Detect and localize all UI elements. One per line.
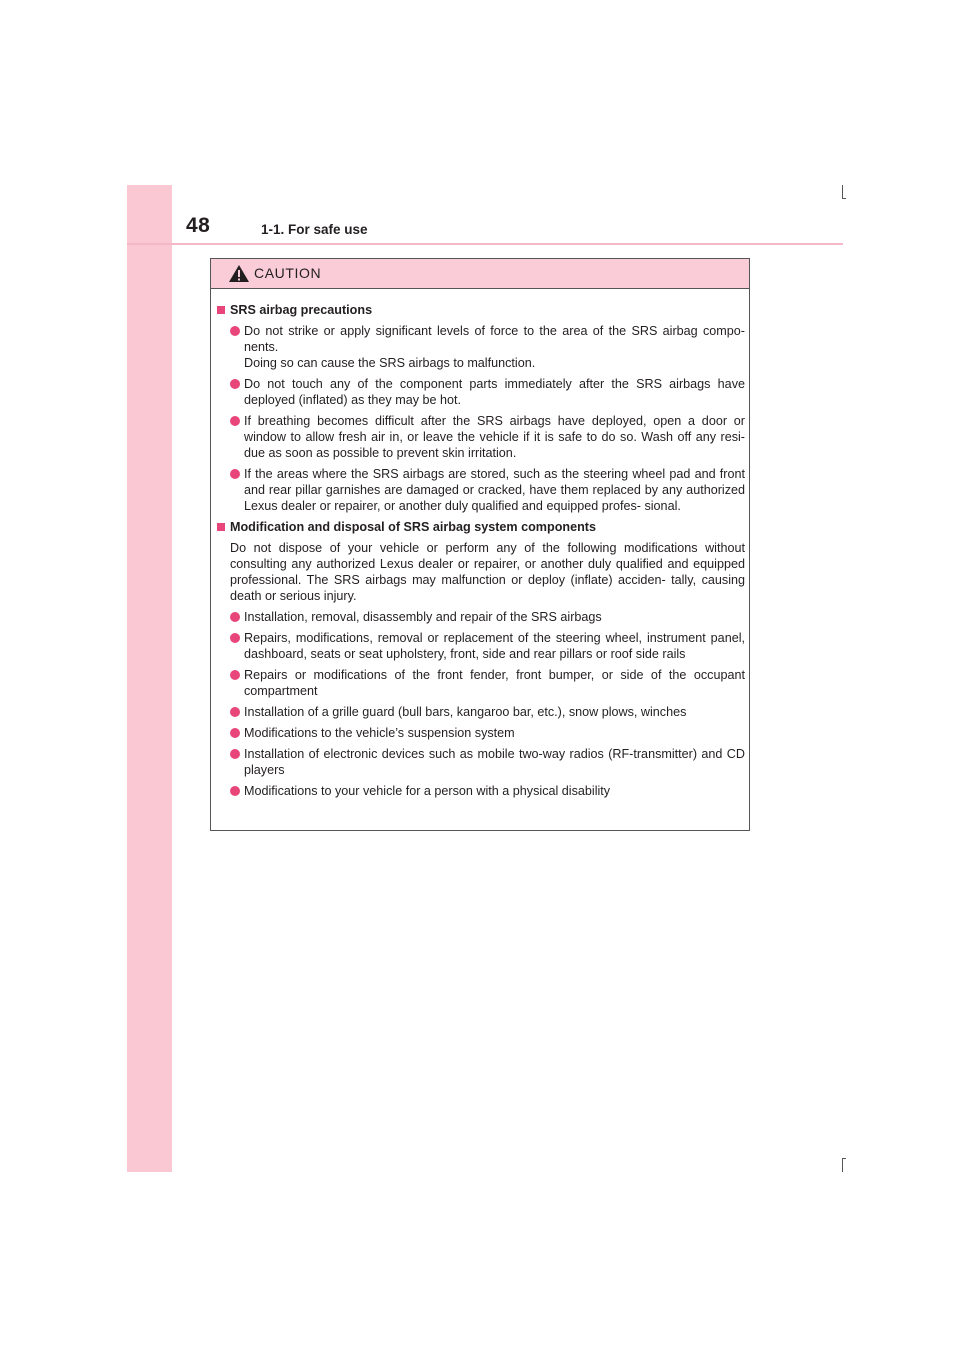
caution-header [211, 259, 749, 289]
crop-mark-top [842, 185, 843, 199]
bullet-note: Doing so can cause the SRS airbags to malfunction. [244, 356, 536, 370]
warning-triangle-icon [228, 264, 250, 283]
section-paragraph: Do not dispose of your vehicle or perform any of the following modifications without consulting any authorized Lexus dealer or repairer, or another duly qualified and equipped professional. The SRS airbags may malfunction or deploy (inflate) acciden- tally, causing death or serious injury. [230, 541, 745, 603]
bullet-dot-icon [230, 707, 240, 717]
list-item: Installation, removal, disassembly and repair of the SRS airbags [217, 609, 745, 625]
list-item: Installation of a grille guard (bull bars, kangaroo bar, etc.), snow plows, winches [217, 704, 745, 720]
list-item: Modifications to your vehicle for a person with a physical disability [217, 783, 745, 799]
crop-mark-bottom-tick [842, 1158, 846, 1159]
square-bullet-icon [217, 523, 225, 531]
bullet-dot-icon [230, 786, 240, 796]
bullet-dot-icon [230, 326, 240, 336]
list-item: Installation of electronic devices such as mobile two-way radios (RF-transmitter) and CD players [217, 746, 745, 778]
caution-box [210, 258, 750, 831]
list-item: Repairs or modifications of the front fender, front bumper, or side of the occupant compartment [217, 667, 745, 699]
caution-content [217, 302, 745, 804]
section-heading-srs-precautions: SRS airbag precautions [217, 302, 745, 318]
crop-mark-top-tick [842, 198, 846, 199]
section-title: 1-1. For safe use [261, 222, 368, 237]
square-bullet-icon [217, 306, 225, 314]
bullet-dot-icon [230, 416, 240, 426]
page-number: 48 [186, 214, 211, 237]
bullet-dot-icon [230, 670, 240, 680]
crop-mark-bottom [842, 1158, 843, 1172]
list-item: Repairs, modifications, removal or replacement of the steering wheel, instrument panel, dashboard, seats or seat upholstery, front, side and rear pillars or roof side rails [217, 630, 745, 662]
header-rule [127, 243, 843, 245]
list-item: If breathing becomes difficult after the SRS airbags have deployed, open a door or window to allow fresh air in, or leave the vehicle if it is safe to do so. Wash off any resi- due as soon as possible to prevent skin irritation. [217, 413, 745, 461]
bullet-dot-icon [230, 469, 240, 479]
list-item: Modifications to the vehicle’s suspension system [217, 725, 745, 741]
bullet-dot-icon [230, 379, 240, 389]
bullet-dot-icon [230, 728, 240, 738]
list-item: Do not touch any of the component parts immediately after the SRS airbags have deployed (inflated) as they may be hot. [217, 376, 745, 408]
bullet-dot-icon [230, 612, 240, 622]
list-item: If the areas where the SRS airbags are stored, such as the steering wheel pad and front and rear pillar garnishes are damaged or cracked, have them replaced by any authorized Lexus dealer or repairer, or another duly qualified and equipped profes- sional. [217, 466, 745, 514]
list-item: Do not strike or apply significant levels of force to the area of the SRS airbag compo- nents. Doing so can cause the SRS airbags to malfunction. [217, 323, 745, 371]
bullet-dot-icon [230, 749, 240, 759]
bullet-dot-icon [230, 633, 240, 643]
section-heading-modification-disposal: Modification and disposal of SRS airbag system components [217, 519, 745, 535]
caution-title: CAUTION [254, 265, 322, 281]
side-band [127, 185, 172, 1172]
